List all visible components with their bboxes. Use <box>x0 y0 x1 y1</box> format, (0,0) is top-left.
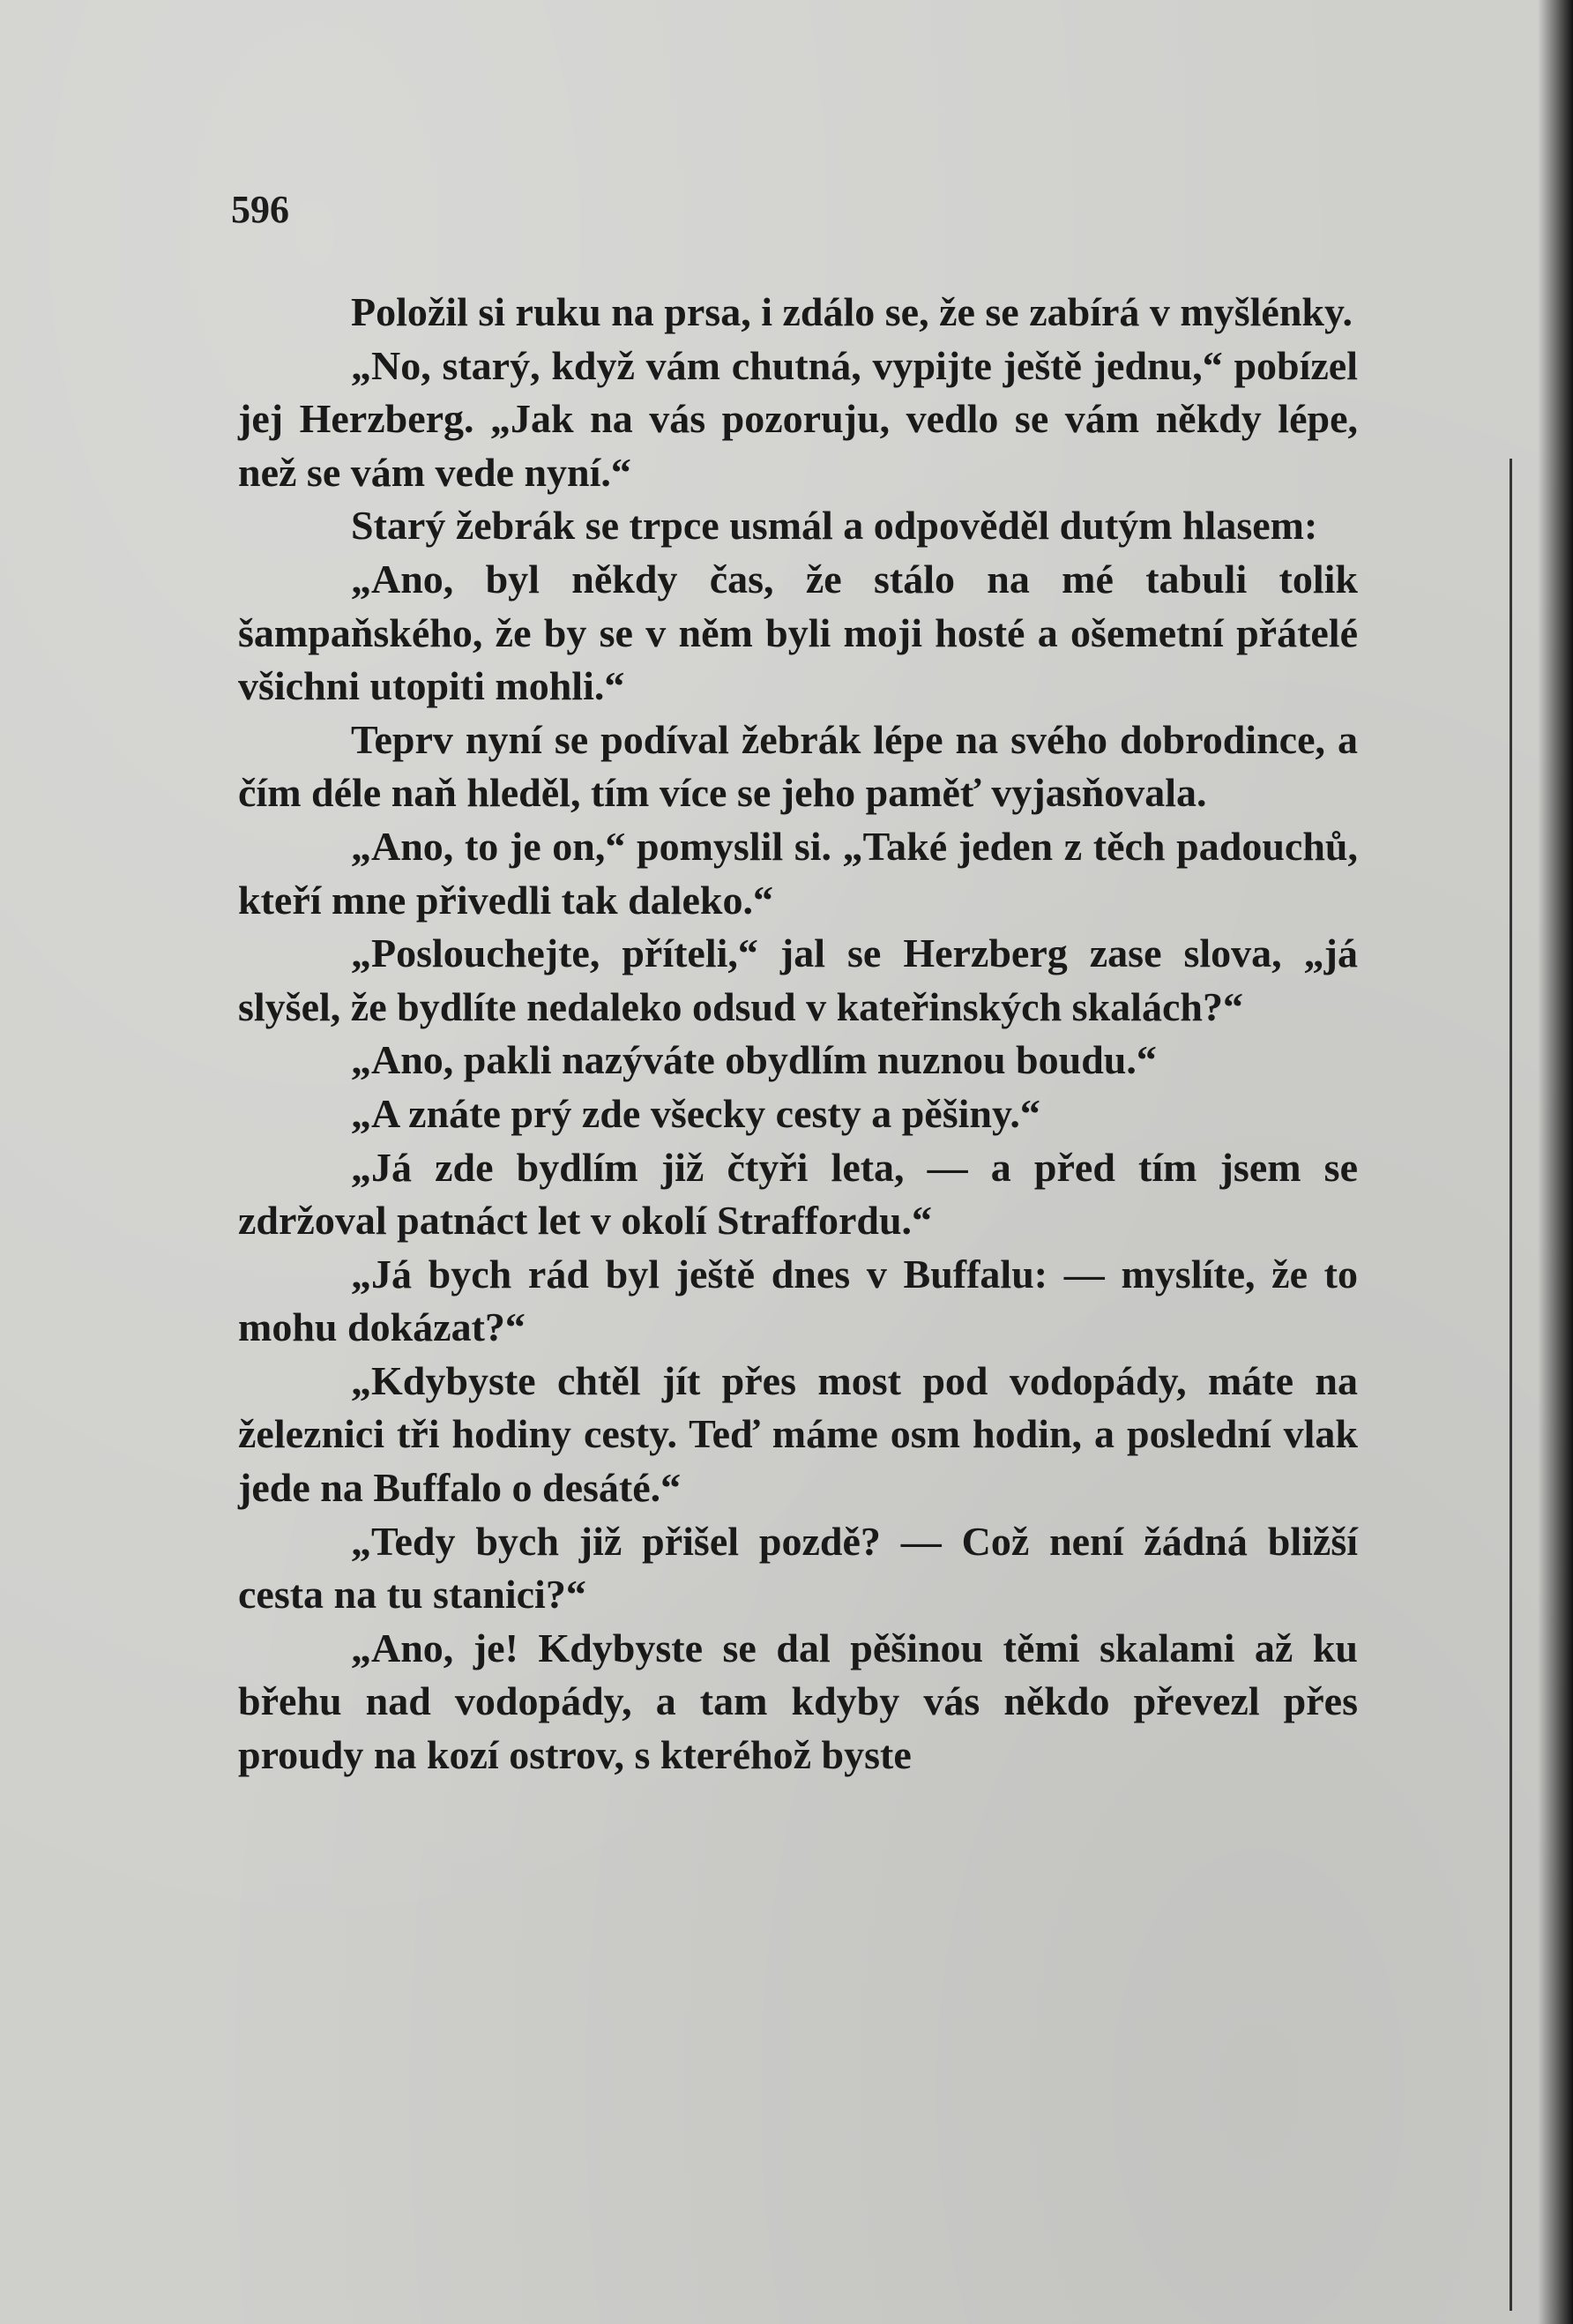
paragraph: „Já bych rád byl ještě dnes v Buffalu: — myslíte, že to mohu dokázat?“ <box>238 1251 1358 1350</box>
paragraph: „A znáte prý zde všecky cesty a pěšiny.“ <box>351 1090 1040 1136</box>
paragraph: Starý žebrák se trpce usmál a odpověděl dutým hlasem: <box>351 503 1318 549</box>
paragraph: „No, starý, když vám chutná, vypijte ještě jednu,“ pobízel jej Herzberg. „Jak na vás pozoruju, vedlo se vám někdy lépe, než se vám vede nyní.“ <box>238 342 1358 495</box>
paragraph: „Já zde bydlím již čtyři leta, — a před tím jsem se zdržoval patnáct let v okolí Straffordu.“ <box>238 1144 1358 1244</box>
paragraph: „Ano, pakli nazýváte obydlím nuznou boudu.“ <box>351 1037 1157 1083</box>
body-text <box>238 286 1358 1782</box>
paragraph: „Ano, to je on,“ pomyslil si. „Také jeden z těch padouchů, kteří mne přivedli tak daleko.“ <box>238 823 1358 923</box>
paragraph: Teprv nyní se podíval žebrák lépe na svého dobrodince, a čím déle naň hleděl, tím více se jeho paměť vyjasňovala. <box>238 716 1358 816</box>
paragraph: „Tedy bych již přišel pozdě? — Což není žádná bližší cesta na tu stanici?“ <box>238 1518 1358 1618</box>
paragraph: „Kdybyste chtěl jít přes most pod vodopády, máte na železnici tři hodiny cesty. Teď máme osm hodin, a poslední vlak jede na Buffalo o desáté.“ <box>238 1357 1358 1511</box>
page-edge-line <box>1510 459 1512 2311</box>
paragraph: Položil si ruku na prsa, i zdálo se, že se zabírá v myšlénky. <box>351 289 1353 334</box>
page-number: 596 <box>231 188 289 231</box>
paragraph: „Ano, byl někdy čas, že stálo na mé tabuli tolik šampaňského, že by se v něm byli moji hosté a ošemetní přátelé všichni utopiti mohli.“ <box>238 556 1358 709</box>
paragraph: „Ano, je! Kdybyste se dal pěšinou těmi skalami až ku břehu nad vodopády, a tam kdyby vás někdo převezl přes proudy na kozí ostrov, s kteréhož byste <box>238 1625 1358 1778</box>
paragraph: „Poslouchejte, příteli,“ jal se Herzberg zase slova, „já slyšel, že bydlíte nedaleko odsud v kateřinských skalách?“ <box>238 930 1358 1029</box>
page-edge-shadow <box>1538 0 1573 2324</box>
